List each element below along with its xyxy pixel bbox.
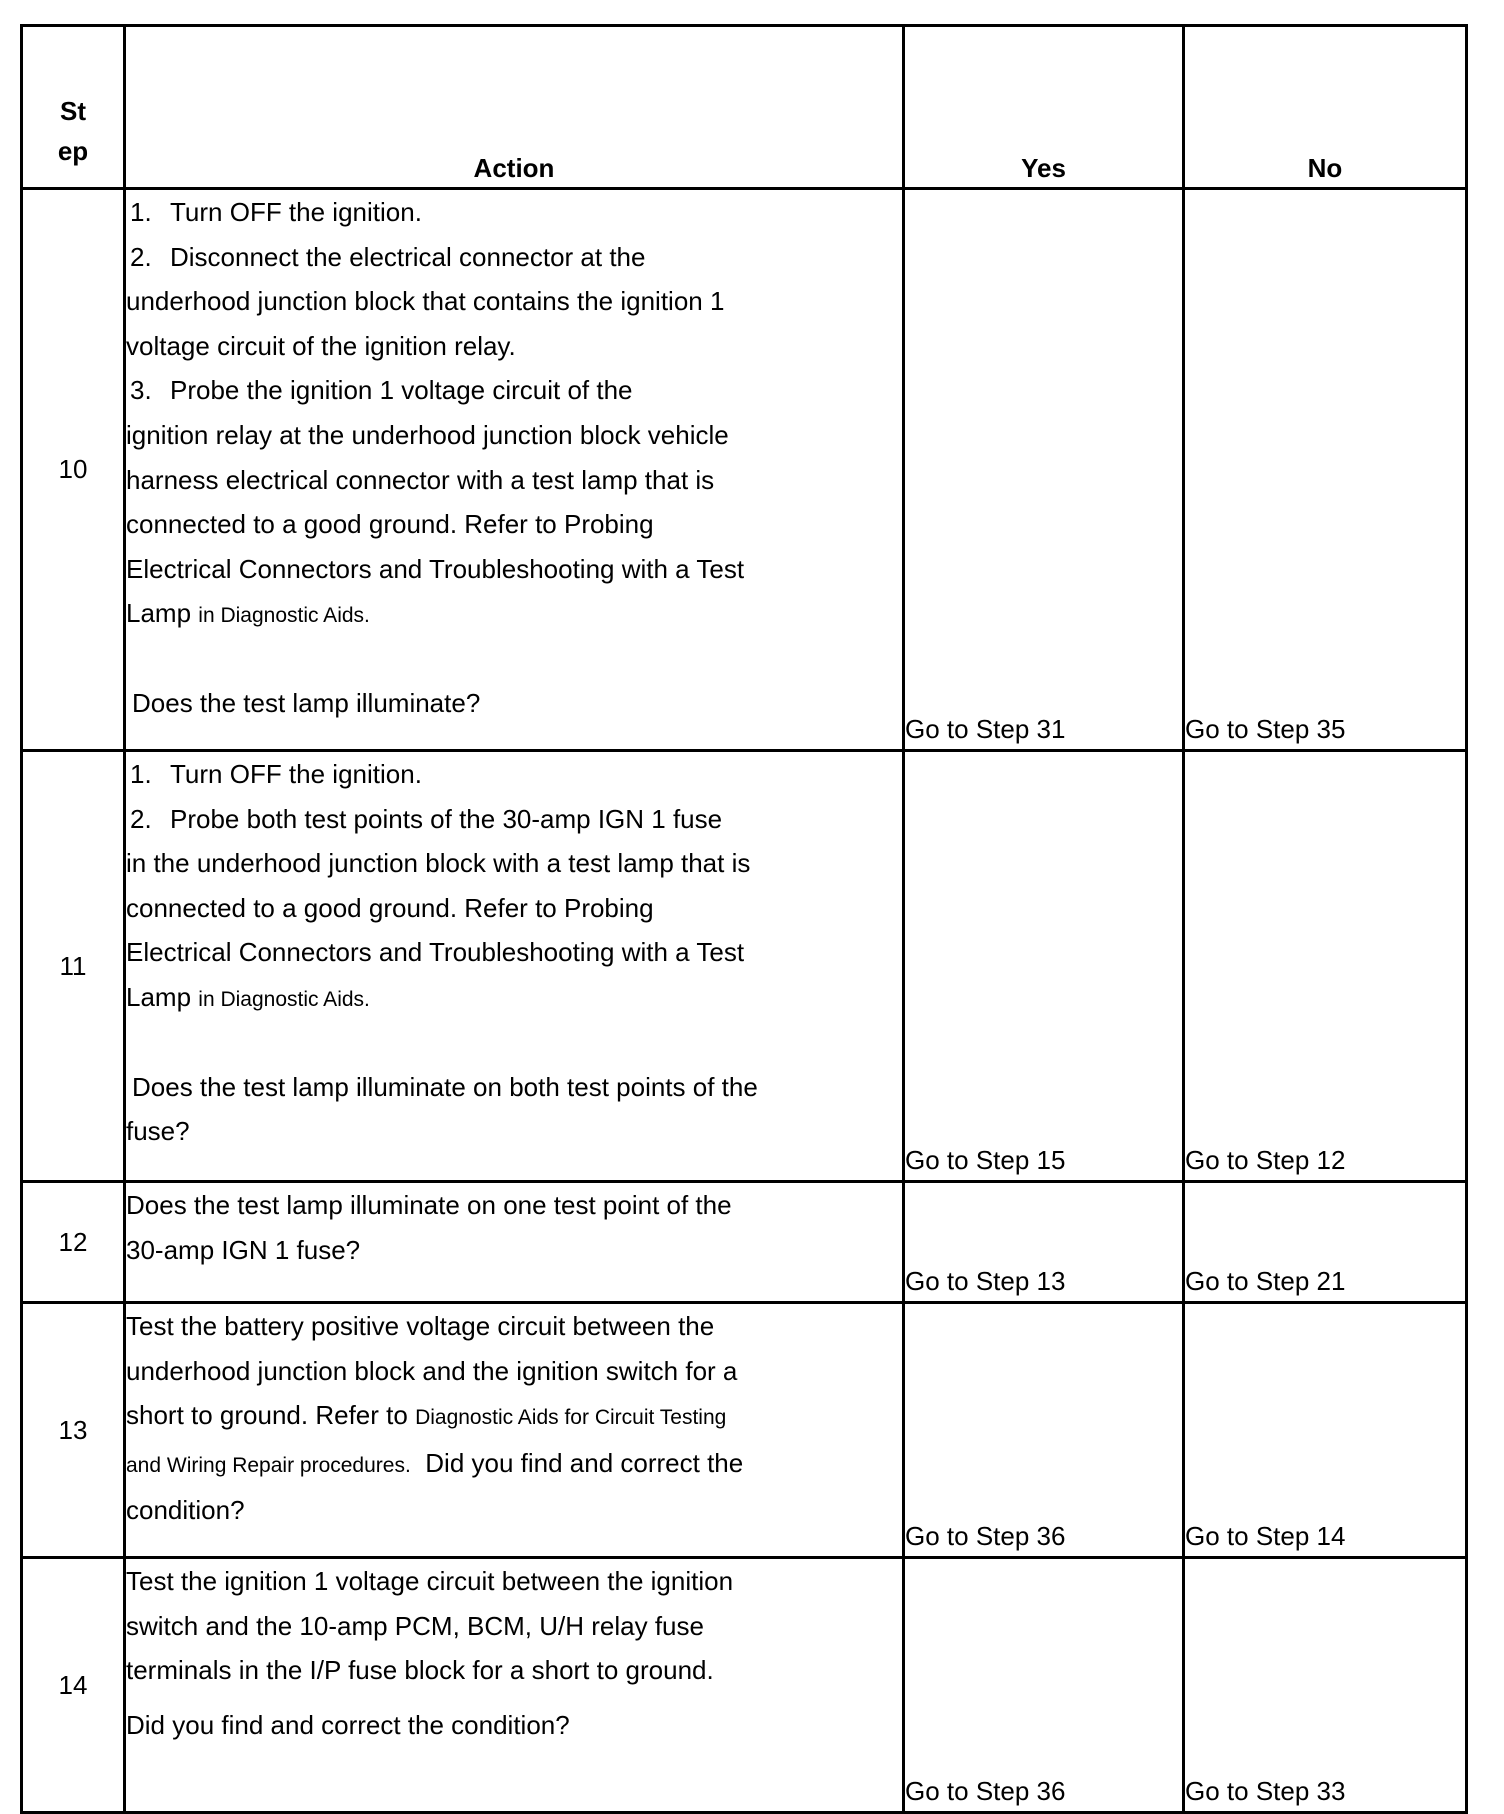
- step-number: 12: [22, 1182, 125, 1303]
- question: Does the test lamp illuminate on both test points of the: [132, 1071, 758, 1102]
- no-cell: Go to Step 14: [1184, 1303, 1467, 1558]
- table-row: [22, 1558, 1467, 1813]
- action-cell: 1. Turn OFF the ignition. 2. Disconnect the electrical connector at the underhood junction block that contains the ignition 1 voltage circuit of the ignition relay. 3. Probe the ignition 1 voltage circuit of the ignition relay at the underhood junction block vehicle harness electrical connector with a test lamp that is connected to a good ground. Refer to Probing Electrical Connectors and Troubleshooting with a Test Lamp in Diagnostic Aids. Does the test lamp illuminate?: [125, 189, 904, 751]
- step-number: 11: [22, 751, 125, 1182]
- diagnostic-table: [20, 24, 1468, 1814]
- table-header: [22, 26, 1467, 189]
- action-cell: Does the test lamp illuminate on one test point of the 30-amp IGN 1 fuse?: [125, 1182, 904, 1303]
- action-cell: Test the ignition 1 voltage circuit between the ignition switch and the 10-amp PCM, BCM, U/H relay fuse terminals in the I/P fuse block for a short to ground. Did you find and correct the condition?: [125, 1558, 904, 1813]
- header-yes: Yes: [904, 26, 1184, 189]
- action-cell: Test the battery positive voltage circuit between the underhood junction block and the ignition switch for a short to ground. Refer to Diagnostic Aids for Circuit Testing and Wiring Repair procedures. Did you find and correct the condition?: [125, 1303, 904, 1558]
- header-step: St ep: [22, 26, 125, 189]
- question: Does the test lamp illuminate?: [132, 687, 481, 718]
- yes-cell: Go to Step 31: [904, 189, 1184, 751]
- no-cell: Go to Step 33: [1184, 1558, 1467, 1813]
- step-number: 14: [22, 1558, 125, 1813]
- header-no: No: [1184, 26, 1467, 189]
- table-row: [22, 189, 1467, 751]
- no-cell: Go to Step 12: [1184, 751, 1467, 1182]
- no-cell: Go to Step 35: [1184, 189, 1467, 751]
- yes-cell: Go to Step 13: [904, 1182, 1184, 1303]
- table-row: [22, 751, 1467, 1182]
- no-cell: Go to Step 21: [1184, 1182, 1467, 1303]
- header-action: Action: [125, 26, 904, 189]
- table-row: [22, 1182, 1467, 1303]
- table-row: [22, 1303, 1467, 1558]
- step-number: 13: [22, 1303, 125, 1558]
- yes-cell: Go to Step 36: [904, 1558, 1184, 1813]
- action-cell: 1. Turn OFF the ignition. 2. Probe both test points of the 30-amp IGN 1 fuse in the underhood junction block with a test lamp that is connected to a good ground. Refer to Probing Electrical Connectors and Troubleshooting with a Test Lamp in Diagnostic Aids. Does the test lamp illuminate on both test points of the fuse?: [125, 751, 904, 1182]
- yes-cell: Go to Step 36: [904, 1303, 1184, 1558]
- yes-cell: Go to Step 15: [904, 751, 1184, 1182]
- step-number: 10: [22, 189, 125, 751]
